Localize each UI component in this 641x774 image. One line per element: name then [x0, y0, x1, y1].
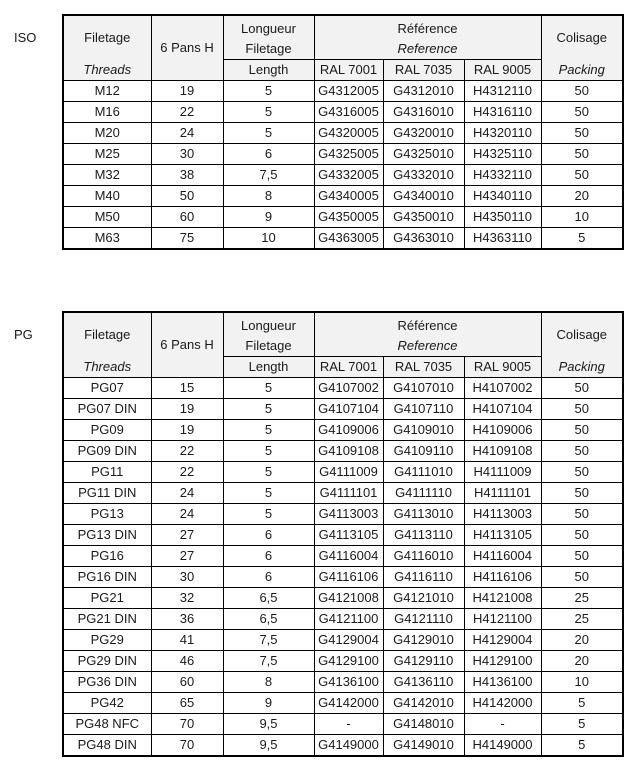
- header-filetage: [63, 15, 151, 81]
- header-reference: [314, 312, 541, 357]
- table-cell: H4121008: [464, 588, 541, 609]
- table-cell: G4121110: [383, 609, 464, 630]
- table-cell: G4325005: [314, 144, 383, 165]
- table-cell: 50: [541, 483, 623, 504]
- table-cell: H4332110: [464, 165, 541, 186]
- table-cell: G4363010: [383, 228, 464, 250]
- table-cell: 5: [541, 228, 623, 250]
- pg-section: [0, 311, 641, 757]
- table-cell: H4350110: [464, 207, 541, 228]
- table-cell: M63: [63, 228, 151, 250]
- table-cell: G4111009: [314, 462, 383, 483]
- table-cell: PG13: [63, 504, 151, 525]
- table-cell: H4116004: [464, 546, 541, 567]
- table-cell: G4111101: [314, 483, 383, 504]
- table-cell: G4312005: [314, 81, 383, 102]
- table-cell: M20: [63, 123, 151, 144]
- header-reference-en: Reference: [397, 337, 458, 353]
- table-cell: 25: [541, 588, 623, 609]
- table-cell: 9: [223, 207, 314, 228]
- table-cell: 25: [541, 609, 623, 630]
- table-cell: G4111010: [383, 462, 464, 483]
- table-cell: 60: [151, 207, 223, 228]
- header-packing-en: Packing: [558, 61, 605, 77]
- table-row: [63, 378, 623, 399]
- table-cell: G4363005: [314, 228, 383, 250]
- table-cell: 5: [223, 399, 314, 420]
- table-row: [63, 228, 623, 250]
- table-cell: PG13 DIN: [63, 525, 151, 546]
- table-cell: G4340005: [314, 186, 383, 207]
- table-cell: 24: [151, 504, 223, 525]
- table-cell: G4107110: [383, 399, 464, 420]
- table-cell: G4129004: [314, 630, 383, 651]
- table-cell: 22: [151, 441, 223, 462]
- table-cell: 19: [151, 399, 223, 420]
- table-cell: 22: [151, 462, 223, 483]
- table-cell: H4129004: [464, 630, 541, 651]
- iso-section: [0, 14, 641, 250]
- table-cell: 50: [541, 546, 623, 567]
- table-row: [63, 186, 623, 207]
- table-cell: G4136100: [314, 672, 383, 693]
- header-filetage-fr: Filetage: [84, 326, 131, 342]
- table-cell: M25: [63, 144, 151, 165]
- table-cell: 41: [151, 630, 223, 651]
- header-packing-en: Packing: [558, 358, 605, 374]
- table-cell: 5: [223, 441, 314, 462]
- table-row: [63, 504, 623, 525]
- header-reference-en: Reference: [397, 40, 458, 56]
- table-cell: 6: [223, 546, 314, 567]
- table-cell: H4340110: [464, 186, 541, 207]
- table-cell: 27: [151, 546, 223, 567]
- table-cell: 5: [541, 735, 623, 757]
- table-cell: H4363110: [464, 228, 541, 250]
- table-cell: H4149000: [464, 735, 541, 757]
- table-cell: PG07: [63, 378, 151, 399]
- header-filetage: [63, 312, 151, 378]
- table-cell: 20: [541, 186, 623, 207]
- table-row: [63, 102, 623, 123]
- table-cell: PG48 DIN: [63, 735, 151, 757]
- table-cell: H4107104: [464, 399, 541, 420]
- table-cell: G4107010: [383, 378, 464, 399]
- table-cell: 10: [541, 672, 623, 693]
- table-cell: 38: [151, 165, 223, 186]
- table-cell: G4332005: [314, 165, 383, 186]
- table-cell: 50: [541, 123, 623, 144]
- table-row: [63, 672, 623, 693]
- header-reference-fr: Référence: [397, 317, 458, 333]
- table-cell: 10: [541, 207, 623, 228]
- table-cell: G4142000: [314, 693, 383, 714]
- header-filetage-fr: Filetage: [84, 29, 131, 45]
- table-cell: 7,5: [223, 651, 314, 672]
- table-cell: H4109108: [464, 441, 541, 462]
- header-colisage-fr: Colisage: [556, 29, 608, 45]
- table-row: [63, 588, 623, 609]
- table-cell: G4121010: [383, 588, 464, 609]
- table-row: [63, 483, 623, 504]
- table-cell: H4107002: [464, 378, 541, 399]
- table-cell: 5: [541, 714, 623, 735]
- table-cell: G4350005: [314, 207, 383, 228]
- header-ral-7035: RAL 7035: [383, 60, 464, 81]
- table-row: [63, 609, 623, 630]
- table-cell: 19: [151, 420, 223, 441]
- table-row: [63, 441, 623, 462]
- table-cell: G4113010: [383, 504, 464, 525]
- table-cell: PG21 DIN: [63, 609, 151, 630]
- iso-section-label: ISO: [14, 30, 37, 45]
- table-cell: 50: [541, 525, 623, 546]
- header-longueur-line1: Longueur: [241, 20, 296, 36]
- table-cell: G4116004: [314, 546, 383, 567]
- header-length: Length: [223, 357, 314, 378]
- table-cell: 7,5: [223, 165, 314, 186]
- header-length: Length: [223, 60, 314, 81]
- table-cell: H4116106: [464, 567, 541, 588]
- table-cell: H4121100: [464, 609, 541, 630]
- table-cell: 50: [541, 144, 623, 165]
- table-cell: 30: [151, 144, 223, 165]
- header-longueur-line2: Filetage: [245, 337, 292, 353]
- table-cell: PG16 DIN: [63, 567, 151, 588]
- header-ral-7035: RAL 7035: [383, 357, 464, 378]
- table-cell: H4113003: [464, 504, 541, 525]
- header-ral-9005: RAL 9005: [464, 60, 541, 81]
- header-6pans: 6 Pans H: [151, 15, 223, 81]
- table-cell: G4121008: [314, 588, 383, 609]
- table-cell: G4107104: [314, 399, 383, 420]
- table-cell: M12: [63, 81, 151, 102]
- table-cell: M16: [63, 102, 151, 123]
- table-row: [63, 144, 623, 165]
- table-cell: G4109110: [383, 441, 464, 462]
- table-cell: -: [314, 714, 383, 735]
- table-cell: 10: [223, 228, 314, 250]
- table-cell: M32: [63, 165, 151, 186]
- table-cell: G4111110: [383, 483, 464, 504]
- header-colisage-fr: Colisage: [556, 326, 608, 342]
- table-cell: 6: [223, 525, 314, 546]
- table-cell: PG29: [63, 630, 151, 651]
- table-cell: 5: [223, 420, 314, 441]
- table-row: [63, 630, 623, 651]
- table-cell: 9: [223, 693, 314, 714]
- table-cell: 6: [223, 567, 314, 588]
- table-cell: G4121100: [314, 609, 383, 630]
- table-cell: 5: [223, 123, 314, 144]
- table-cell: 50: [541, 567, 623, 588]
- header-threads-en: Threads: [83, 358, 132, 374]
- table-cell: 75: [151, 228, 223, 250]
- table-cell: H4325110: [464, 144, 541, 165]
- table-cell: 30: [151, 567, 223, 588]
- table-cell: G4136110: [383, 672, 464, 693]
- table-cell: H4109006: [464, 420, 541, 441]
- table-cell: G4325010: [383, 144, 464, 165]
- table-cell: 20: [541, 630, 623, 651]
- table-row: [63, 525, 623, 546]
- table-cell: H4316110: [464, 102, 541, 123]
- table-cell: 50: [541, 81, 623, 102]
- table-cell: 5: [223, 504, 314, 525]
- table-cell: G4148010: [383, 714, 464, 735]
- table-cell: 5: [223, 378, 314, 399]
- table-row: [63, 420, 623, 441]
- table-cell: 5: [223, 483, 314, 504]
- header-threads-en: Threads: [83, 61, 132, 77]
- table-cell: PG11 DIN: [63, 483, 151, 504]
- table-cell: 5: [223, 462, 314, 483]
- table-cell: 70: [151, 714, 223, 735]
- table-cell: G4312010: [383, 81, 464, 102]
- header-ral-9005: RAL 9005: [464, 357, 541, 378]
- table-cell: 50: [541, 165, 623, 186]
- table-cell: H4111101: [464, 483, 541, 504]
- table-cell: 9,5: [223, 714, 314, 735]
- table-cell: PG09 DIN: [63, 441, 151, 462]
- table-cell: G4116010: [383, 546, 464, 567]
- header-longueur: [223, 312, 314, 357]
- table-cell: 5: [223, 102, 314, 123]
- table-cell: 7,5: [223, 630, 314, 651]
- table-cell: PG36 DIN: [63, 672, 151, 693]
- table-cell: 8: [223, 186, 314, 207]
- table-row: [63, 207, 623, 228]
- table-cell: 36: [151, 609, 223, 630]
- table-cell: 5: [223, 81, 314, 102]
- table-cell: 27: [151, 525, 223, 546]
- table-cell: 50: [541, 378, 623, 399]
- table-cell: G4332010: [383, 165, 464, 186]
- header-colisage: [541, 312, 623, 378]
- table-cell: 6,5: [223, 588, 314, 609]
- table-cell: G4116110: [383, 567, 464, 588]
- table-row: [63, 651, 623, 672]
- table-cell: H4129100: [464, 651, 541, 672]
- table-cell: 32: [151, 588, 223, 609]
- table-cell: G4113110: [383, 525, 464, 546]
- table-row: [63, 546, 623, 567]
- table-row: [63, 462, 623, 483]
- table-cell: 8: [223, 672, 314, 693]
- table-cell: PG29 DIN: [63, 651, 151, 672]
- table-row: [63, 81, 623, 102]
- table-cell: PG09: [63, 420, 151, 441]
- pg-table-body: [63, 378, 623, 757]
- header-ral-7001: RAL 7001: [314, 357, 383, 378]
- table-cell: PG42: [63, 693, 151, 714]
- table-cell: PG07 DIN: [63, 399, 151, 420]
- table-cell: G4113105: [314, 525, 383, 546]
- table-cell: 50: [541, 441, 623, 462]
- header-longueur-line1: Longueur: [241, 317, 296, 333]
- iso-table: [62, 14, 624, 250]
- table-cell: PG16: [63, 546, 151, 567]
- table-cell: -: [464, 714, 541, 735]
- header-reference-fr: Référence: [397, 20, 458, 36]
- table-row: [63, 735, 623, 757]
- table-cell: 15: [151, 378, 223, 399]
- table-cell: M40: [63, 186, 151, 207]
- table-cell: G4109006: [314, 420, 383, 441]
- table-cell: 46: [151, 651, 223, 672]
- table-cell: 70: [151, 735, 223, 757]
- table-cell: M50: [63, 207, 151, 228]
- table-cell: 60: [151, 672, 223, 693]
- table-cell: G4129010: [383, 630, 464, 651]
- table-cell: H4320110: [464, 123, 541, 144]
- table-cell: G4116106: [314, 567, 383, 588]
- table-cell: 50: [541, 462, 623, 483]
- table-row: [63, 693, 623, 714]
- header-longueur: [223, 15, 314, 60]
- table-cell: H4142000: [464, 693, 541, 714]
- table-cell: PG48 NFC: [63, 714, 151, 735]
- table-cell: H4111009: [464, 462, 541, 483]
- table-cell: 50: [541, 399, 623, 420]
- table-cell: G4129100: [314, 651, 383, 672]
- table-cell: G4107002: [314, 378, 383, 399]
- iso-table-body: [63, 81, 623, 250]
- table-row: [63, 714, 623, 735]
- table-row: [63, 399, 623, 420]
- table-cell: G4340010: [383, 186, 464, 207]
- table-row: [63, 567, 623, 588]
- header-6pans: 6 Pans H: [151, 312, 223, 378]
- header-longueur-line2: Filetage: [245, 40, 292, 56]
- table-cell: 50: [541, 102, 623, 123]
- table-row: [63, 123, 623, 144]
- table-row: [63, 165, 623, 186]
- table-cell: 50: [151, 186, 223, 207]
- table-cell: H4113105: [464, 525, 541, 546]
- table-cell: G4316005: [314, 102, 383, 123]
- table-cell: H4312110: [464, 81, 541, 102]
- table-cell: 24: [151, 123, 223, 144]
- table-cell: 50: [541, 504, 623, 525]
- table-cell: PG21: [63, 588, 151, 609]
- table-cell: 9,5: [223, 735, 314, 757]
- table-cell: 20: [541, 651, 623, 672]
- table-cell: G4316010: [383, 102, 464, 123]
- pg-table: [62, 311, 624, 757]
- table-cell: 65: [151, 693, 223, 714]
- table-cell: G4142010: [383, 693, 464, 714]
- pg-section-label: PG: [14, 327, 33, 342]
- table-cell: 6: [223, 144, 314, 165]
- table-cell: 6,5: [223, 609, 314, 630]
- table-cell: 19: [151, 81, 223, 102]
- table-cell: G4113003: [314, 504, 383, 525]
- table-cell: G4149010: [383, 735, 464, 757]
- table-cell: 22: [151, 102, 223, 123]
- table-cell: 5: [541, 693, 623, 714]
- table-cell: G4320005: [314, 123, 383, 144]
- table-cell: G4129110: [383, 651, 464, 672]
- table-cell: 24: [151, 483, 223, 504]
- table-cell: G4350010: [383, 207, 464, 228]
- header-colisage: [541, 15, 623, 81]
- table-cell: PG11: [63, 462, 151, 483]
- header-ral-7001: RAL 7001: [314, 60, 383, 81]
- header-reference: [314, 15, 541, 60]
- table-cell: 50: [541, 420, 623, 441]
- table-cell: G4320010: [383, 123, 464, 144]
- table-cell: G4149000: [314, 735, 383, 757]
- table-cell: G4109108: [314, 441, 383, 462]
- table-cell: G4109010: [383, 420, 464, 441]
- table-cell: H4136100: [464, 672, 541, 693]
